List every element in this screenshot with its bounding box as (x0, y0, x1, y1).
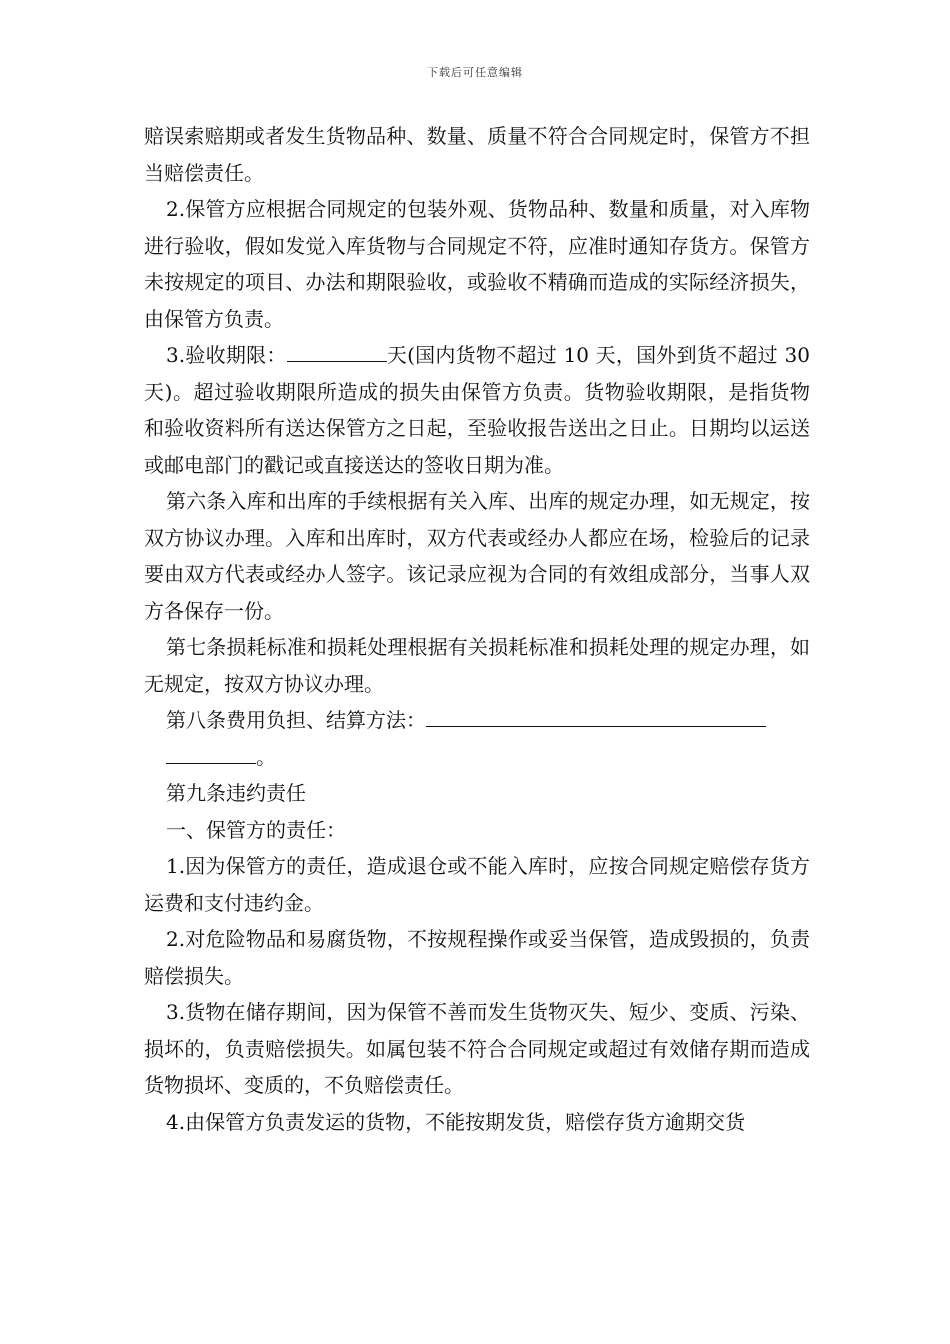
paragraph-article-6: 第六条入库和出库的手续根据有关入库、出库的规定办理，如无规定，按双方协议办理。入库和出库时，双方代表或经办人都应在场，检验后的记录要由双方代表或经办人签字。该记录应视为合同的有效组成部分，当事人双方各保存一份。 (144, 489, 810, 623)
paragraph-liability-3: 3.货物在储存期间，因为保管不善而发生货物灭失、短少、变质、污染、损坏的，负责赔偿损失。如属包装不符合合同规定或超过有效储存期而造成货物损坏、变质的，不负赔偿责任。 (144, 1000, 810, 1097)
article-8-label: 第八条费用负担、结算方法： (166, 708, 426, 732)
page-header: 下载后可任意编辑 (427, 66, 523, 79)
inspection-period-text: 天(国内货物不超过 10 天，国外到货不超过 30 天)。超过验收期限所造成的损失由保管方负责。货物验收期限，是指货物和验收资料所有送达保管方之日起，至验收报告送出之日止。日期均以运送或邮电部门的戳记或直接送达的签收日期为准。 (144, 343, 810, 477)
paragraph-liability-4: 4.由保管方负责发运的货物，不能按期发货，赔偿存货方逾期交货 (166, 1109, 746, 1134)
settlement-method-blank (426, 706, 766, 727)
settlement-method-blank-cont (166, 743, 256, 764)
inspection-days-blank (287, 341, 387, 362)
article-8-end: 。 (256, 744, 276, 769)
paragraph-liability-2: 2.对危险物品和易腐货物，不按规程操作或妥当保管，造成毁损的，负责赔偿损失。 (144, 927, 810, 988)
paragraph-inspection-clause-2: 2.保管方应根据合同规定的包装外观、货物品种、数量和质量，对入库物进行验收，假如发觉入库货物与合同规定不符，应准时通知存货方。保管方未按规定的项目、办法和期限验收，或验收不精确而造成的实际经济损失，由保管方负责。 (144, 197, 810, 331)
document-body (144, 118, 810, 1140)
paragraph-inspection-period-clause-3 (144, 337, 810, 483)
inspection-period-label: 3.验收期限： (166, 343, 287, 367)
paragraph-custodian-liability-title: 一、保管方的责任： (166, 817, 346, 842)
paragraph-continuation: 赔误索赔期或者发生货物品种、数量、质量不符合合同规定时，保管方不担当赔偿责任。 (144, 124, 810, 185)
paragraph-article-8 (144, 702, 810, 775)
paragraph-article-9-title: 第九条违约责任 (166, 781, 306, 805)
paragraph-liability-1: 1.因为保管方的责任，造成退仓或不能入库时，应按合同规定赔偿存货方运费和支付违约金。 (144, 854, 810, 915)
paragraph-article-7: 第七条损耗标准和损耗处理根据有关损耗标准和损耗处理的规定办理，如无规定，按双方协议办理。 (144, 635, 810, 696)
